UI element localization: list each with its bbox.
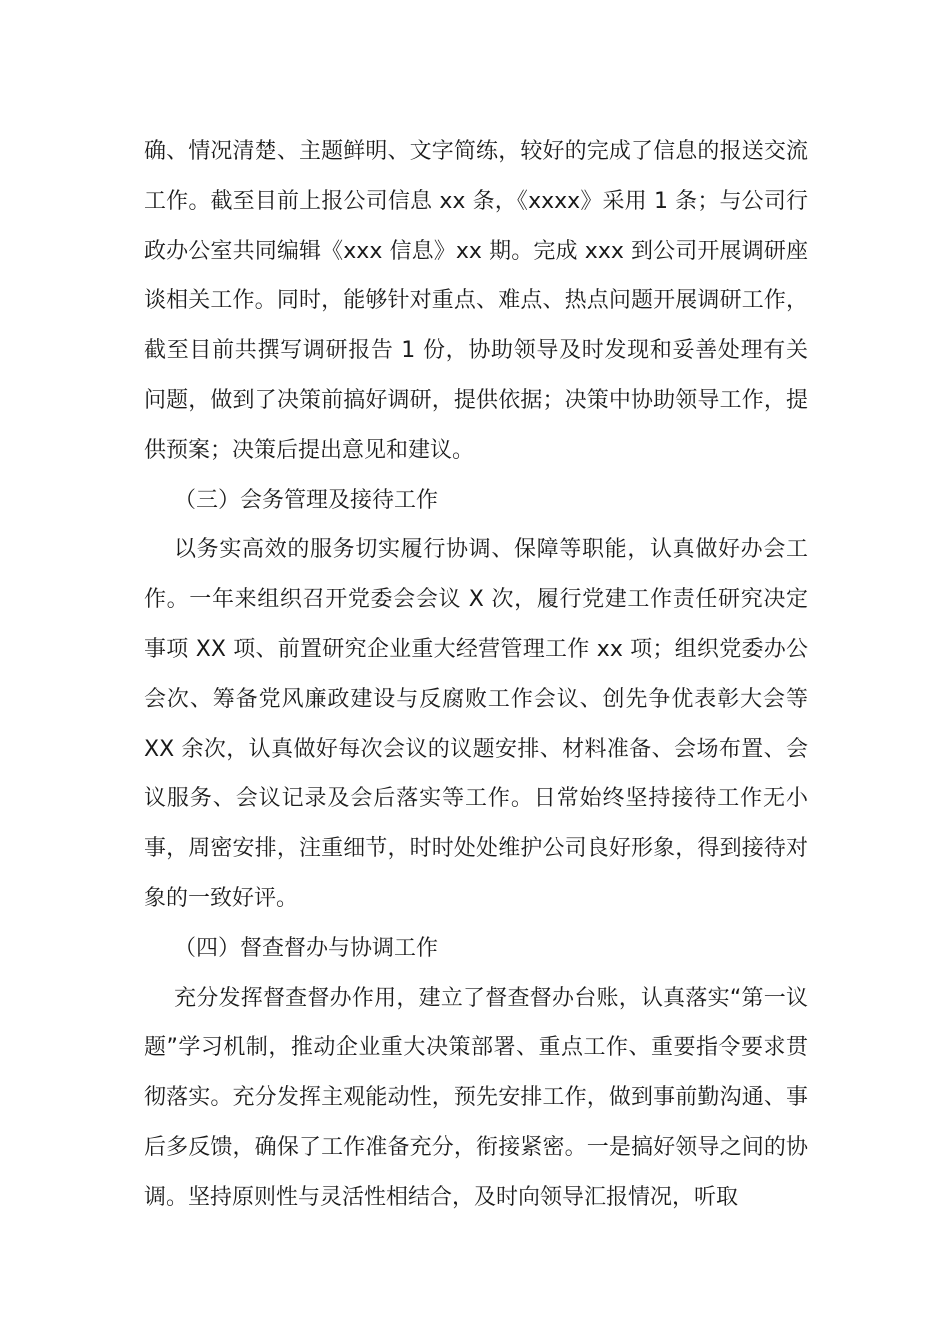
section-heading-supervision: （四）督查督办与协调工作 (174, 935, 439, 961)
paragraph-supervision: 充分发挥督查督办作用，建立了督查督办台账，认真落实“第一议题”学习机制，推动企业重大决策部署、重点工作、重要指令要求贯彻落实。充分发挥主观能动性，预先安排工作，做到事前勤沟通、事后多反馈，确保了工作准备充分，衔接紧密。一是搞好领导之间的协调。坚持原则性与灵活性相结合，及时向领导汇报情况，听取 (144, 985, 808, 1210)
paragraph-meetings: 以务实高效的服务切实履行协调、保障等职能，认真做好办会工作。一年来组织召开党委会会议 X 次，履行党建工作责任研究决定事项 XX 项、前置研究企业重大经营管理工作 xx 项；组织党委办公会次、筹备党风廉政建设与反腐败工作会议、创先争优表彰大会等 XX 余次，认真做好每次会议的议题安排、材料准备、会场布置、会议服务、会议记录及会后落实等工作。日常始终坚持接待工作无小事，周密安排，注重细节，时时处处维护公司良好形象，得到接待对象的一致好评。 (144, 537, 808, 911)
document-body (144, 127, 808, 1223)
section-heading-meetings: （三）会务管理及接待工作 (174, 487, 439, 513)
paragraph-info-reporting: 确、情况清楚、主题鲜明、文字简练，较好的完成了信息的报送交流工作。截至目前上报公司信息 xx 条，《xxxx》采用 1 条；与公司行政办公室共同编辑《xxx 信息》xx 期。完成 xxx 到公司开展调研座谈相关工作。同时，能够针对重点、难点、热点问题开展调研工作，截至目前共撰写调研报告 1 份，协助领导及时发现和妥善处理有关问题，做到了决策前搞好调研，提供依据；决策中协助领导工作，提供预案；决策后提出意见和建议。 (144, 139, 808, 463)
